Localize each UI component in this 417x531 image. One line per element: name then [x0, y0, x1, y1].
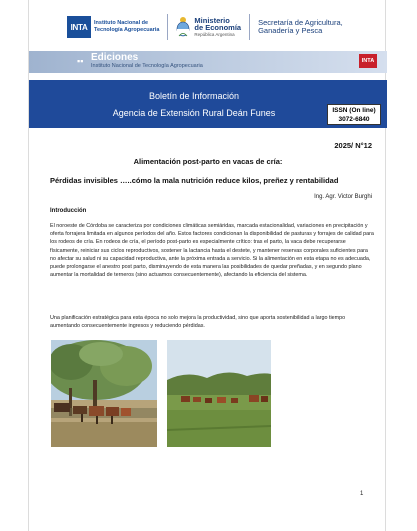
- logo-strip: [67, 10, 397, 44]
- agency-name: Agencia de Extensión Rural Deán Funes: [112, 108, 276, 118]
- boletin-title: Boletín de Información: [148, 91, 240, 101]
- ediciones-subtitle: Instituto Nacional de Tecnología Agropecuaria: [91, 63, 203, 69]
- ministerio-name: Ministerio: [194, 15, 230, 25]
- logo-divider: [249, 14, 250, 40]
- paragraph: Una planificación estratégica para esta época no solo mejora la productividad, sino que aporta sostenibilidad a largo tiempo aumentando consecuentemente ingresos y reduciendo pérdidas.: [50, 315, 346, 330]
- inta-logo: [67, 16, 159, 38]
- paragraph: El noroeste de Córdoba se caracteriza por condiciones climáticas semiáridas, marcada estacionalidad, variaciones en precipitación y oferta forrajera limitada en algunos períodos del año. Estos factores condicionan la disponibilidad de pasturas y forrajes de calidad para los rodeos de cría. En rodeos de cría, el período post-parto es especialmente crítico: tras el parto, la vaca debe recuperarse físicamente, reiniciar sus ciclos reproductivos, sostener la lactancia hasta el destete, y mantener reservas corporales suficientes para no afectar su salud ni su capacidad reproductiva, ante la próxima entrada a servicio. Si la alimentación en esta etapa no es adecuada, puede prolongarse el anestro post parto, disminuyendo de esta manera las posibilidades de quedar preñadas, y en segundo plano aumentar la mortalidad de terneros (sino actuamos consecuentemente), afectando la eficiencia del sistema.: [50, 223, 374, 279]
- article-title: Alimentación post-parto en vacas de cría:: [133, 157, 283, 166]
- boletin-banner: [29, 80, 387, 128]
- dots-icon: ▪▪: [77, 56, 84, 66]
- inta-badge: INTA: [359, 54, 377, 68]
- ediciones-banner: [29, 51, 387, 73]
- article-author: Ing. Agr. Victor Burghi: [314, 194, 372, 200]
- article-subtitle: Pérdidas invisibles …..cómo la mala nutrición reduce kilos, preñez y rentabilidad: [50, 176, 339, 185]
- national-shield-icon: [176, 16, 190, 38]
- ediciones-title: Ediciones: [91, 52, 139, 63]
- issue-number: 2025/ N°12: [334, 141, 372, 150]
- secretaria-name: Secretaría de Agricultura, Ganadería y Pesca: [258, 17, 343, 35]
- ministerio-logo: Ministerio de Economía República Argentina: [176, 16, 241, 38]
- issn-box: ISSN (On line) 3072-6840: [327, 104, 381, 125]
- cattle-under-tree-photo: [51, 340, 157, 447]
- page-number: 1: [360, 491, 364, 497]
- section-heading: Introducción: [50, 208, 87, 214]
- cattle-grazing-photo: [167, 340, 271, 447]
- inta-logo-text: Instituto Nacional de Tecnología Agropecuaria: [94, 20, 160, 33]
- logo-divider: [167, 14, 168, 40]
- document-page: [28, 0, 386, 531]
- inta-logo-mark: INTA: [67, 16, 91, 38]
